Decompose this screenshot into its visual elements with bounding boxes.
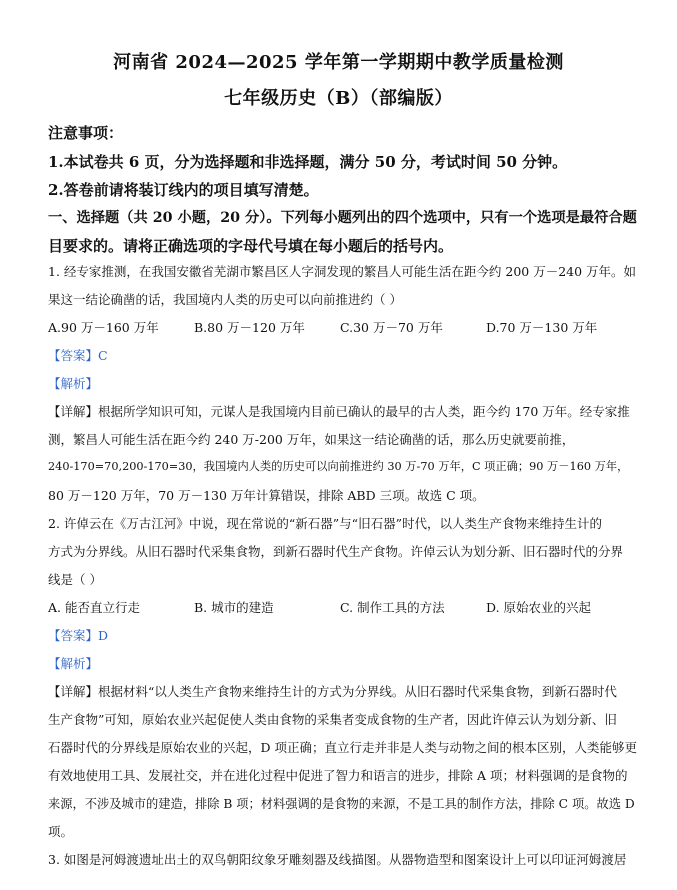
document-subtitle: 七年级历史（B）（部编版） — [224, 88, 453, 109]
section-heading-line-2: 目要求的。请将正确选项的字母代号填在每小题后的括号内。 — [48, 237, 454, 255]
question-2-option-b: B. 城市的建造 — [194, 600, 274, 615]
question-2-option-a: A. 能否直立行走 — [48, 600, 140, 615]
document-title: 河南省 2024—2025 学年第一学期期中教学质量检测 — [113, 52, 564, 73]
question-1-stem-line-1: 1. 经专家推测，在我国安徽省芜湖市繁昌区人字洞发现的繁昌人可能生活在距今约 200 万－240 万年。如 — [48, 264, 637, 279]
question-1-option-d: D.70 万－130 万年 — [486, 320, 598, 335]
question-3-stem-line-1: 3. 如图是河姆渡遗址出土的双鸟朝阳纹象牙雕刻器及线描图。从器物造型和图案设计上可以印证河姆渡居 — [48, 852, 627, 867]
question-1-detail-line-3: 240-170=70,200-170=30，我国境内人类的历史可以向前推进约 30 万-70 万年，C 项正确；90 万－160 万年， — [48, 460, 629, 473]
question-2-detail-line-3: 石器时代的分界线是原始农业的兴起，D 项正确；直立行走并非是人类与动物之间的根本区别，人类能够更 — [48, 740, 637, 755]
notice-item-1: 1.本试卷共 6 页，分为选择题和非选择题，满分 50 分，考试时间 50 分钟。 — [48, 153, 568, 171]
question-1-answer: 【答案】C — [48, 348, 108, 363]
question-1-stem-line-2: 果这一结论确凿的话，我国境内人类的历史可以向前推进约（ ） — [48, 292, 402, 307]
question-2-detail-line-4: 有效地使用工具、发展社交，并在进化过程中促进了智力和语言的进步，排除 A 项；材料强调的是食物的 — [48, 768, 628, 783]
question-1-detail-line-1: 【详解】根据所学知识可知，元谋人是我国境内目前已确认的最早的古人类，距今约 170 万年。经专家推 — [48, 404, 630, 419]
question-2-option-c: C. 制作工具的方法 — [340, 600, 445, 615]
question-2-analysis-label: 【解析】 — [48, 656, 99, 671]
question-1-detail-line-4: 80 万－120 万年，70 万－130 万年计算错误，排除 ABD 三项。故选 C 项。 — [48, 488, 485, 503]
section-heading-line-1: 一、选择题（共 20 小题，20 分）。下列每小题列出的四个选项中，只有一个选项是最符合题 — [48, 210, 637, 226]
question-2-option-d: D. 原始农业的兴起 — [486, 600, 592, 615]
notice-heading: 注意事项： — [48, 124, 124, 142]
question-1-option-a: A.90 万－160 万年 — [48, 320, 159, 335]
question-2-detail-line-2: 生产食物”可知，原始农业兴起促使人类由食物的采集者变成食物的生产者，因此许倬云认为划分新、旧 — [48, 712, 617, 727]
question-2-stem-line-2: 方式为分界线。从旧石器时代采集食物，到新石器时代生产食物。许倬云认为划分新、旧石器时代的分界 — [48, 544, 624, 559]
question-2-detail-line-6: 项。 — [48, 824, 74, 839]
question-2-stem-line-3: 线是（ ） — [48, 572, 102, 587]
question-1-option-c: C.30 万－70 万年 — [340, 320, 443, 335]
question-1-analysis-label: 【解析】 — [48, 376, 99, 391]
question-2-stem-line-1: 2. 许倬云在《万古江河》中说，现在常说的“新石器”与“旧石器”时代，以人类生产食物来维持生计的 — [48, 516, 602, 531]
question-2-detail-line-5: 来源，不涉及城市的建造，排除 B 项；材料强调的是食物的来源，不是工具的制作方法，排除 C 项。故选 D — [48, 797, 635, 811]
question-1-option-b: B.80 万－120 万年 — [194, 320, 305, 335]
notice-item-2: 2.答卷前请将装订线内的项目填写清楚。 — [48, 181, 319, 199]
question-1-detail-line-2: 测，繁昌人可能生活在距今约 240 万-200 万年，如果这一结论确凿的话，那么历史就要前推， — [48, 432, 575, 447]
question-2-answer: 【答案】D — [48, 628, 109, 643]
question-2-detail-line-1: 【详解】根据材料“以人类生产食物来维持生计的方式为分界线。从旧石器时代采集食物，到新石器时代 — [48, 684, 617, 699]
